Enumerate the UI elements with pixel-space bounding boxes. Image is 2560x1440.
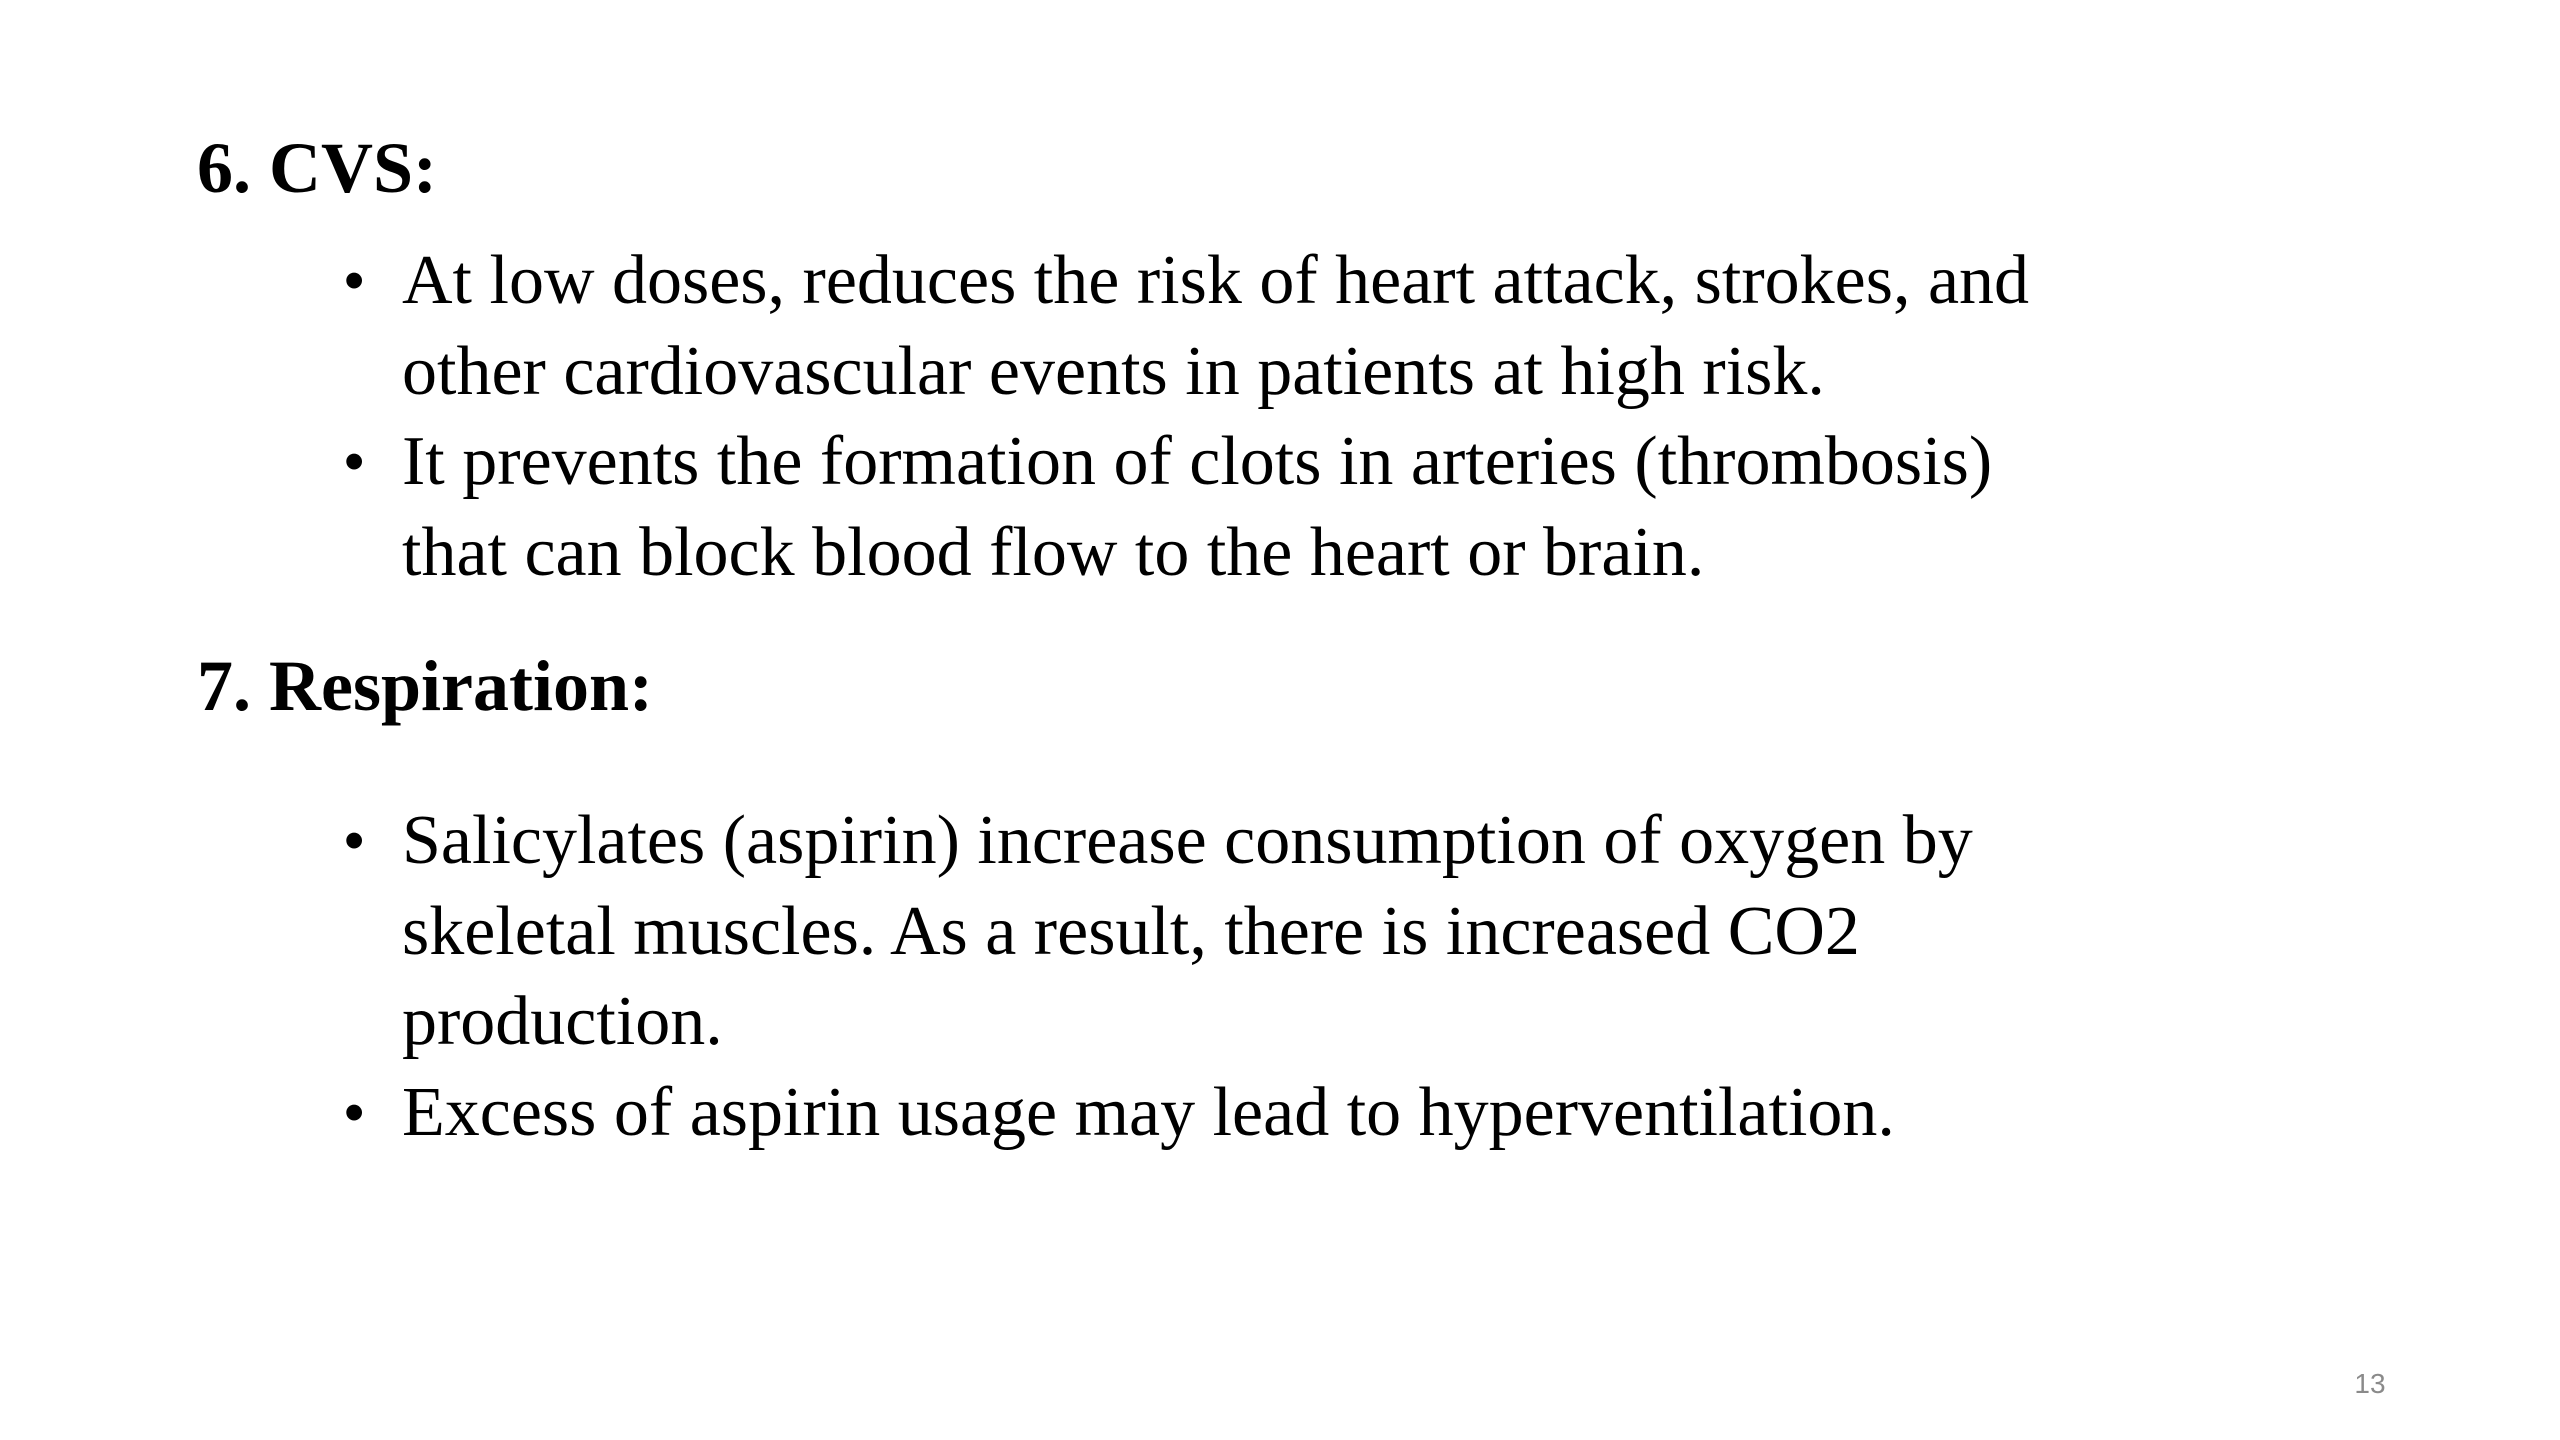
bullet-icon: • [344,248,365,313]
page-number: 13 [2354,1368,2386,1399]
bullet-text-line: that can block blood flow to the heart or brain. [402,513,1705,591]
bullet-text-line: It prevents the formation of clots in arteries (thrombosis) [402,423,1993,500]
list-item [330,796,2250,1068]
list-item [330,236,2250,417]
bullet-icon: • [344,429,365,494]
bullet-text-line: other cardiovascular events in patients at high risk. [402,332,1825,410]
bullet-text-line: At low doses, reduces the risk of heart attack, strokes, and [402,242,2030,319]
section-heading-respiration: 7. Respiration: [197,646,653,726]
cvs-bullet-list [330,236,2250,598]
bullet-icon: • [344,808,365,873]
bullet-text-line: production. [402,983,723,1060]
bullet-text-line: skeletal muscles. As a result, there is increased CO2 [402,892,1860,970]
respiration-bullet-list [330,796,2250,1158]
bullet-text-line: Salicylates (aspirin) increase consumption of oxygen by [402,802,1973,879]
bullet-text-line: Excess of aspirin usage may lead to hyperventilation. [402,1073,1895,1151]
section-heading-cvs: 6. CVS: [197,128,438,208]
bullet-icon: • [344,1079,365,1145]
list-item [330,1068,2250,1159]
list-item [330,417,2250,598]
